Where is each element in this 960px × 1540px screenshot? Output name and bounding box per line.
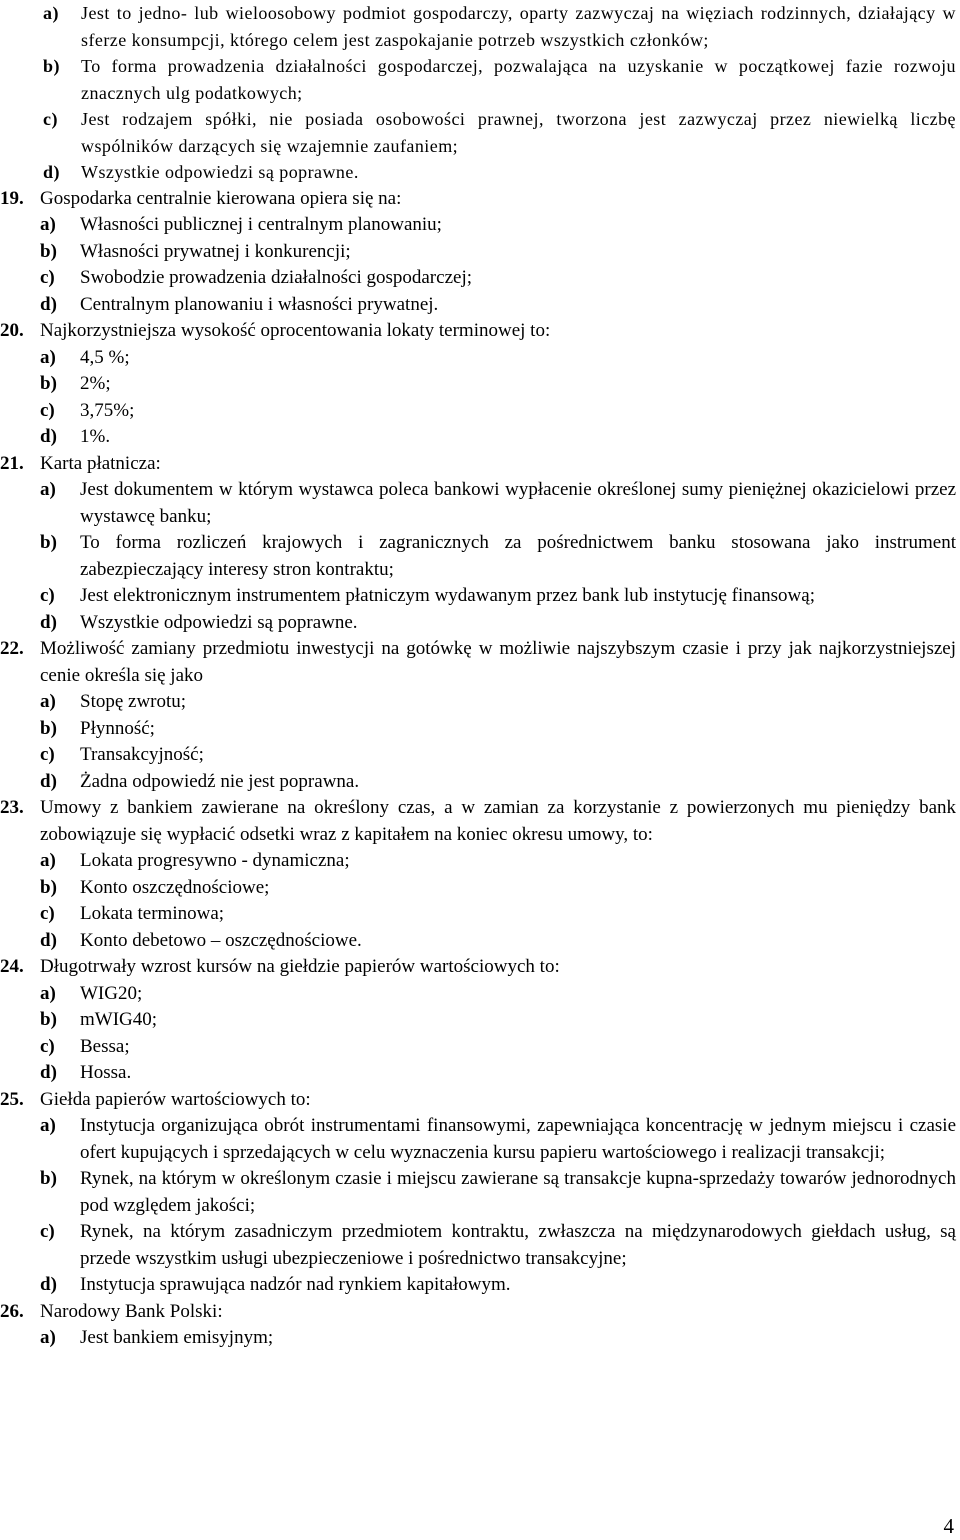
option-label: c): [40, 585, 55, 606]
option-text: WIG20;: [80, 982, 143, 1004]
option-text: Instytucja sprawująca nadzór nad rynkiem kapitałowym.: [80, 1274, 511, 1295]
option-text: Jest to jedno- lub wieloosobowy podmiot gospodarczy, oparty zazwyczaj na więziach rodzinnych, działający w sferze konsumpcji, którego celem jest zaspokajanie potrzeb wszystkich członków;: [81, 3, 956, 50]
option-text: 3,75%;: [80, 399, 135, 421]
option: [40, 1113, 956, 1166]
option: [43, 0, 956, 53]
option-text: To forma rozliczeń krajowych i zagranicznych za pośrednictwem banku stosowana jako instrument zabezpieczający interesy stron kontraktu;: [80, 532, 956, 580]
option: [40, 1272, 956, 1299]
option-label: c): [40, 1035, 55, 1057]
option: [40, 689, 956, 716]
option-text: 1%.: [80, 426, 111, 447]
option-text: Rynek, na którym zasadniczym przedmiotem kontraktu, zwłaszcza na międzynarodowych giełdach usług, są przede wszystkim usługi ubezpieczeniowe i pośrednictwo transakcyjne;: [80, 1221, 956, 1269]
question-text: Gospodarka centralnie kierowana opiera się na:: [40, 187, 402, 209]
option-label: b): [40, 240, 57, 262]
option-text: Swobodzie prowadzenia działalności gospodarczej;: [80, 267, 472, 288]
question-stem: [0, 186, 956, 213]
option-label: a): [40, 691, 56, 712]
option-text: Jest elektronicznym instrumentem płatniczym wydawanym przez bank lub instytucję finansową;: [80, 585, 815, 606]
option-label: c): [40, 399, 55, 421]
option-label: b): [40, 1168, 57, 1189]
option-text: Konto debetowo – oszczędnościowe.: [80, 929, 362, 951]
question-text: Umowy z bankiem zawierane na określony czas, a w zamian za korzystanie z powierzonych mu pieniędzy bank zobowiązuje się wypłacić odsetki wraz z kapitałem na koniec okresu umowy, to:: [40, 797, 956, 845]
option-label: d): [40, 611, 57, 633]
option-label: b): [40, 876, 57, 898]
option-text: mWIG40;: [80, 1009, 158, 1030]
option-label: d): [43, 162, 60, 182]
option: [40, 901, 956, 928]
option: [40, 345, 956, 372]
option-text: Żadna odpowiedź nie jest poprawna.: [80, 770, 360, 792]
option: [40, 848, 956, 875]
question-text: Najkorzystniejsza wysokość oprocentowania lokaty terminowej to:: [40, 320, 551, 341]
option-label: a): [43, 3, 59, 23]
option-label: d): [40, 770, 57, 792]
option: [40, 583, 956, 610]
question-stem: [0, 1087, 956, 1114]
question-21: [0, 451, 956, 637]
option-text: Lokata progresywno - dynamiczna;: [80, 850, 350, 871]
option-label: c): [43, 109, 58, 129]
option: [40, 371, 956, 398]
question-19: [0, 186, 956, 319]
option-label: a): [40, 1327, 56, 1348]
option-label: c): [40, 744, 55, 765]
option-label: d): [40, 426, 57, 447]
option-label: b): [40, 717, 57, 739]
option-label: b): [40, 373, 57, 394]
question-stem: [0, 636, 956, 689]
question-26: [0, 1299, 956, 1352]
question-number: 19.: [0, 187, 24, 209]
page-number: 4: [943, 1514, 954, 1538]
option-text: Jest bankiem emisyjnym;: [80, 1327, 274, 1348]
option: [40, 742, 956, 769]
option: [40, 1007, 956, 1034]
question-23: [0, 795, 956, 954]
question-stem: [0, 318, 956, 345]
option: [43, 106, 956, 159]
option: [40, 212, 956, 239]
option-label: d): [40, 293, 57, 315]
option-text: Jest rodzajem spółki, nie posiada osobowości prawnej, tworzona jest zazwyczaj przez niewielką liczbę wspólników darzących się wzajemnie zaufaniem;: [81, 109, 956, 156]
question-number: 26.: [0, 1300, 24, 1322]
option: [40, 875, 956, 902]
option-text: Jest dokumentem w którym wystawca poleca bankowi wypłacenie określonej sumy pieniężnej okazicielowi przez wystawcę banku;: [80, 479, 956, 527]
option-text: Własności prywatnej i konkurencji;: [80, 240, 351, 262]
option: [40, 292, 956, 319]
option-label: a): [40, 850, 56, 871]
question-stem: [0, 795, 956, 848]
option-text: 2%;: [80, 373, 111, 394]
option-label: a): [40, 346, 56, 368]
question-25: [0, 1087, 956, 1299]
option-label: a): [40, 1115, 56, 1136]
question-text: Możliwość zamiany przedmiotu inwestycji na gotówkę w możliwie najszybszym czasie i przy jak najkorzystniejszej cenie określa się jako: [40, 638, 956, 686]
option: [40, 265, 956, 292]
option-text: Lokata terminowa;: [80, 903, 225, 924]
option: [40, 1034, 956, 1061]
option-label: b): [43, 56, 60, 76]
option: [40, 424, 956, 451]
option-text: Wszystkie odpowiedzi są poprawne.: [81, 162, 359, 182]
option-text: Bessa;: [80, 1035, 130, 1057]
question-24: [0, 954, 956, 1087]
option: [40, 477, 956, 530]
option: [40, 769, 956, 796]
option: [40, 239, 956, 266]
question-number: 20.: [0, 320, 24, 341]
question-stem: [0, 954, 956, 981]
option-text: Centralnym planowaniu i własności prywatnej.: [80, 293, 439, 315]
option-label: c): [40, 267, 55, 288]
option-text: Konto oszczędnościowe;: [80, 876, 270, 898]
option-label: d): [40, 1274, 57, 1295]
option: [40, 1325, 956, 1352]
question-text: Długotrwały wzrost kursów na giełdzie papierów wartościowych to:: [40, 956, 560, 977]
option-label: b): [40, 1009, 57, 1030]
option-label: d): [40, 1062, 57, 1083]
option: [40, 1060, 956, 1087]
option-text: Transakcyjność;: [80, 744, 204, 765]
option-label: a): [40, 214, 56, 235]
option-text: Wszystkie odpowiedzi są poprawne.: [80, 611, 358, 633]
option: [40, 716, 956, 743]
option-label: a): [40, 982, 56, 1004]
option-text: 4,5 %;: [80, 346, 130, 368]
question-20: [0, 318, 956, 451]
option-text: Stopę zwrotu;: [80, 691, 187, 712]
option-text: To forma prowadzenia działalności gospodarczej, pozwalająca na uzyskanie w początkowej fazie rozwoju znacznych ulg podatkowych;: [81, 56, 956, 103]
option: [43, 159, 956, 186]
option-text: Hossa.: [80, 1062, 132, 1083]
option-label: c): [40, 1221, 55, 1242]
question-number: 24.: [0, 956, 24, 977]
option-label: c): [40, 903, 55, 924]
option-text: Płynność;: [80, 717, 155, 739]
option: [40, 981, 956, 1008]
continued-question: [0, 0, 956, 186]
option-label: b): [40, 532, 57, 553]
option: [40, 1219, 956, 1272]
question-number: 25.: [0, 1088, 24, 1110]
question-number: 21.: [0, 452, 24, 474]
option-text: Własności publicznej i centralnym planowaniu;: [80, 214, 442, 235]
option: [40, 1166, 956, 1219]
option-label: d): [40, 929, 57, 951]
option: [43, 53, 956, 106]
question-22: [0, 636, 956, 795]
question-stem: [0, 1299, 956, 1326]
option-text: Instytucja organizująca obrót instrumentami finansowymi, zapewniająca koncentrację w jednym miejscu i czasie ofert kupujących i sprzedających w celu wyznaczenia kursu papieru wartościowego i realizacji transakcji;: [80, 1115, 956, 1163]
option: [40, 610, 956, 637]
question-stem: [0, 451, 956, 478]
question-text: Giełda papierów wartościowych to:: [40, 1088, 311, 1110]
option: [40, 530, 956, 583]
option-text: Rynek, na którym w określonym czasie i miejscu zawierane są transakcje kupna-sprzedaży towarów jednorodnych pod względem jakości;: [80, 1168, 956, 1216]
question-number: 23.: [0, 797, 24, 818]
question-text: Karta płatnicza:: [40, 452, 161, 474]
option: [40, 928, 956, 955]
question-text: Narodowy Bank Polski:: [40, 1300, 223, 1322]
question-number: 22.: [0, 638, 24, 659]
option-label: a): [40, 479, 56, 500]
option: [40, 398, 956, 425]
